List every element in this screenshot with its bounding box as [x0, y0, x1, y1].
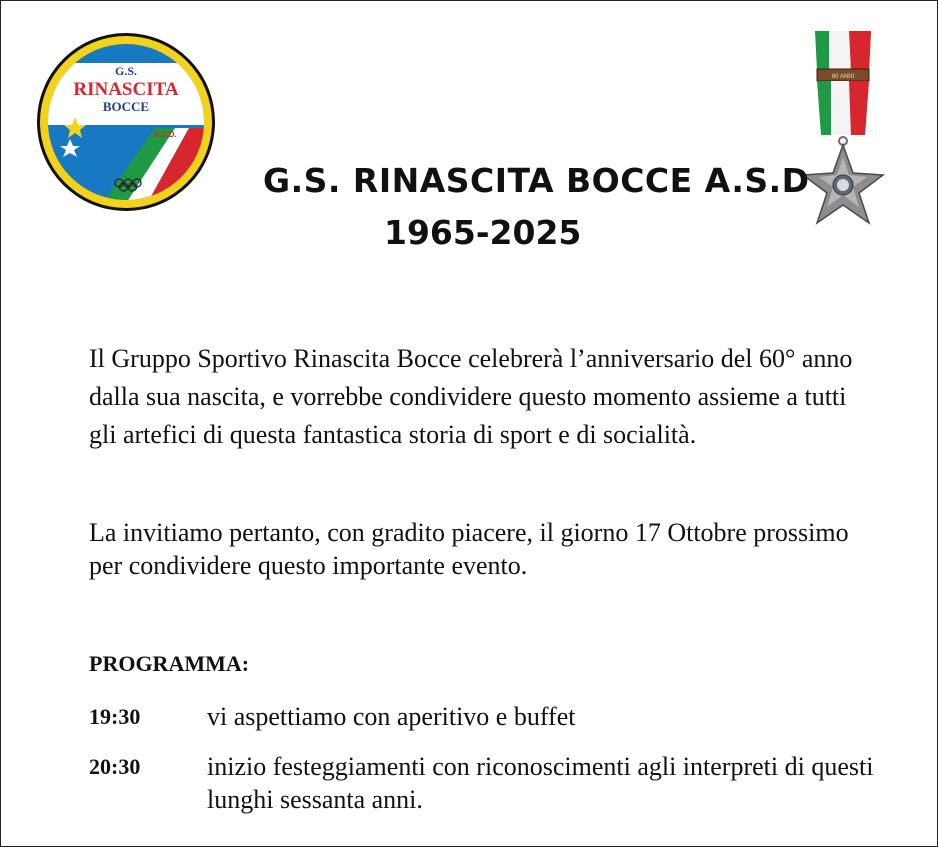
program-item-text: vi aspettiamo con aperitivo e buffet: [207, 702, 576, 731]
program-item-time: 20:30: [89, 754, 141, 779]
club-logo: [37, 33, 215, 211]
program-item-text: inizio festeggiamenti con riconoscimenti agli interpreti di questi lunghi sessanta anni.: [207, 752, 874, 814]
anniversary-years: 1965-2025: [384, 213, 582, 252]
logo-top-text: G.S.: [114, 64, 138, 78]
program-item-time: 19:30: [89, 704, 141, 729]
invitation-paragraph-2: La invitiamo pertanto, con gradito piacere, il giorno 17 Ottobre prossimo per condividere questo importante evento.: [89, 518, 849, 580]
medal-bar-text: 60 ANNI: [831, 74, 855, 80]
logo-name-text: RINASCITA: [73, 79, 179, 100]
page-title: G.S. RINASCITA BOCCE A.S.D: [263, 161, 810, 200]
logo-sub-text: BOCCE: [102, 99, 150, 114]
logo-asd-text: A.S.D.: [153, 130, 177, 139]
invitation-paragraph-1: Il Gruppo Sportivo Rinascita Bocce celebrerà l’anniversario del 60° anno dalla sua nascita, e vorrebbe condividere questo momento assieme a tutti gli artefici di questa fantastica storia di sport e di socialità.: [89, 344, 853, 449]
program-heading: PROGRAMMA:: [89, 651, 250, 676]
